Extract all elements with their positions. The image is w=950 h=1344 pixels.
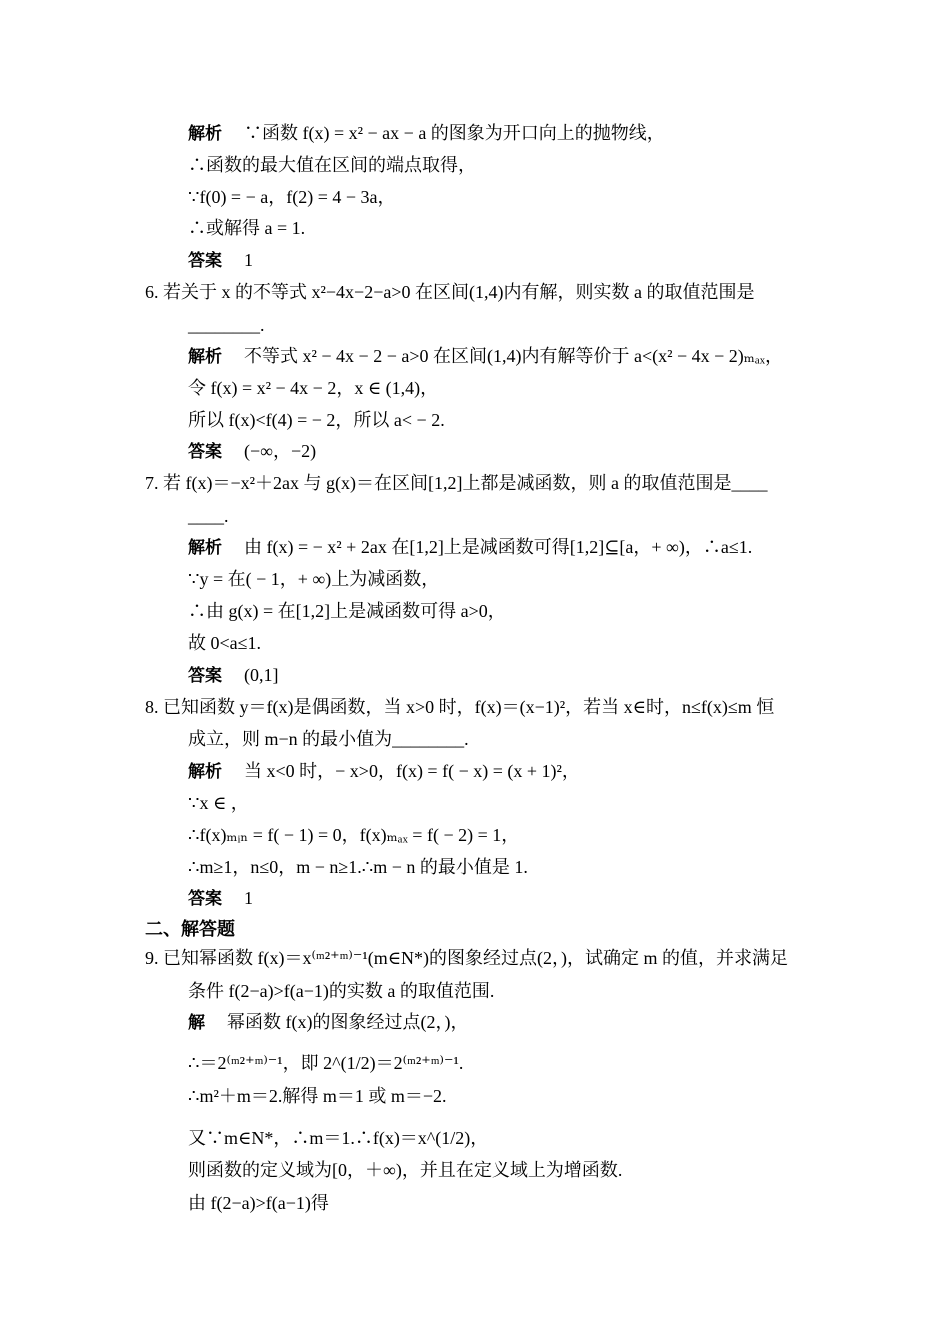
q9-line: ∴m²＋m＝2.解得 m＝1 或 m＝−2. xyxy=(188,1086,447,1106)
analysis-text: 由 f(x) = − x² + 2ax 在[1,2]上是减函数可得[1,2]⊆[a，+ ∞)，∴a≤1. xyxy=(244,537,753,557)
answer-value: 1 xyxy=(244,888,253,908)
q6-line: 令 f(x) = x² − 4x − 2，x ∈ (1,4)， xyxy=(188,378,439,398)
q7-blank: ____. xyxy=(188,506,229,526)
q8-question: 8. 已知函数 y＝f(x)是偶函数，当 x>0 时，f(x)＝(x−1)²，若当 x∈时，n≤f(x)≤m 恒 xyxy=(145,697,775,717)
q7-line: ∵y = 在( − 1，+ ∞)上为减函数， xyxy=(188,569,440,589)
q5-line: ∴函数的最大值在区间的端点取得， xyxy=(188,155,476,175)
q6-blank: ________. xyxy=(188,315,265,335)
q7-analysis xyxy=(188,536,752,559)
q8-line: ∴m≥1，n≤0，m − n≥1.∴m − n 的最小值是 1. xyxy=(188,857,528,877)
q9-line: ∴＝2⁽ᵐ²⁺ᵐ⁾⁻¹，即 2^(1/2)＝2⁽ᵐ²⁺ᵐ⁾⁻¹. xyxy=(188,1053,464,1073)
q6-answer xyxy=(188,440,316,463)
q9-line: 由 f(2−a)>f(a−1)得 xyxy=(188,1193,329,1213)
q5-analysis xyxy=(188,122,665,145)
q8-analysis xyxy=(188,760,580,783)
analysis-text: 当 x<0 时，− x>0，f(x) = f( − x) = (x + 1)²， xyxy=(244,761,580,781)
q5-answer xyxy=(188,249,253,272)
answer-value: (−∞，−2) xyxy=(244,441,317,461)
analysis-label: 解析 xyxy=(188,347,222,367)
solution-text: 幂函数 f(x)的图象经过点(2，)， xyxy=(227,1012,469,1032)
q6-line: 所以 f(x)<f(4) = − 2，所以 a< − 2. xyxy=(188,410,445,430)
q9-question: 9. 已知幂函数 f(x)＝x⁽ᵐ²⁺ᵐ⁾⁻¹(m∈N*)的图象经过点(2，)，试确定 m 的值，并求满足 xyxy=(145,948,789,968)
q8-line: ∴f(x)ₘᵢₙ = f( − 1) = 0，f(x)ₘₐₓ = f( − 2) = 1， xyxy=(188,825,520,845)
solution-label: 解 xyxy=(188,1013,205,1033)
q7-line: 故 0<a≤1. xyxy=(188,633,262,653)
q8-question-cont: 成立，则 m−n 的最小值为________. xyxy=(188,729,469,749)
answer-label: 答案 xyxy=(188,442,222,462)
q7-line: ∴由 g(x) = 在[1,2]上是减函数可得 a>0， xyxy=(188,601,506,621)
analysis-text: ∵函数 f(x) = x² − ax − a 的图象为开口向上的抛物线， xyxy=(244,123,665,143)
q5-line: ∵f(0) = − a，f(2) = 4 − 3a， xyxy=(188,187,396,207)
q5-line: ∴或解得 a = 1. xyxy=(188,218,306,238)
q7-question: 7. 若 f(x)＝−x²＋2ax 与 g(x)＝在区间[1,2]上都是减函数，则 a 的取值范围是____ xyxy=(145,473,768,493)
q9-question-cont: 条件 f(2−a)>f(a−1)的实数 a 的取值范围. xyxy=(188,981,495,1001)
analysis-label: 解析 xyxy=(188,538,222,558)
answer-label: 答案 xyxy=(188,666,222,686)
q9-line: 则函数的定义域为[0，＋∞)，并且在定义域上为增函数. xyxy=(188,1160,623,1180)
answer-label: 答案 xyxy=(188,251,222,271)
section-heading: 二、解答题 xyxy=(145,919,235,940)
q7-answer xyxy=(188,664,279,687)
analysis-text: 不等式 x² − 4x − 2 − a>0 在区间(1,4)内有解等价于 a<(x² − 4x − 2)ₘₐₓ， xyxy=(244,346,783,366)
answer-value: 1 xyxy=(244,250,253,270)
q8-answer xyxy=(188,887,253,910)
analysis-label: 解析 xyxy=(188,762,222,782)
q9-solution xyxy=(188,1011,468,1034)
q6-analysis xyxy=(188,345,783,368)
q9-line: 又∵m∈N*，∴m＝1.∴f(x)＝x^(1/2)， xyxy=(188,1128,489,1148)
analysis-label: 解析 xyxy=(188,124,222,144)
answer-label: 答案 xyxy=(188,889,222,909)
q8-line: ∵x ∈ ， xyxy=(188,793,249,813)
answer-value: (0,1] xyxy=(244,665,279,685)
q6-question: 6. 若关于 x 的不等式 x²−4x−2−a>0 在区间(1,4)内有解，则实数 a 的取值范围是 xyxy=(145,282,755,302)
